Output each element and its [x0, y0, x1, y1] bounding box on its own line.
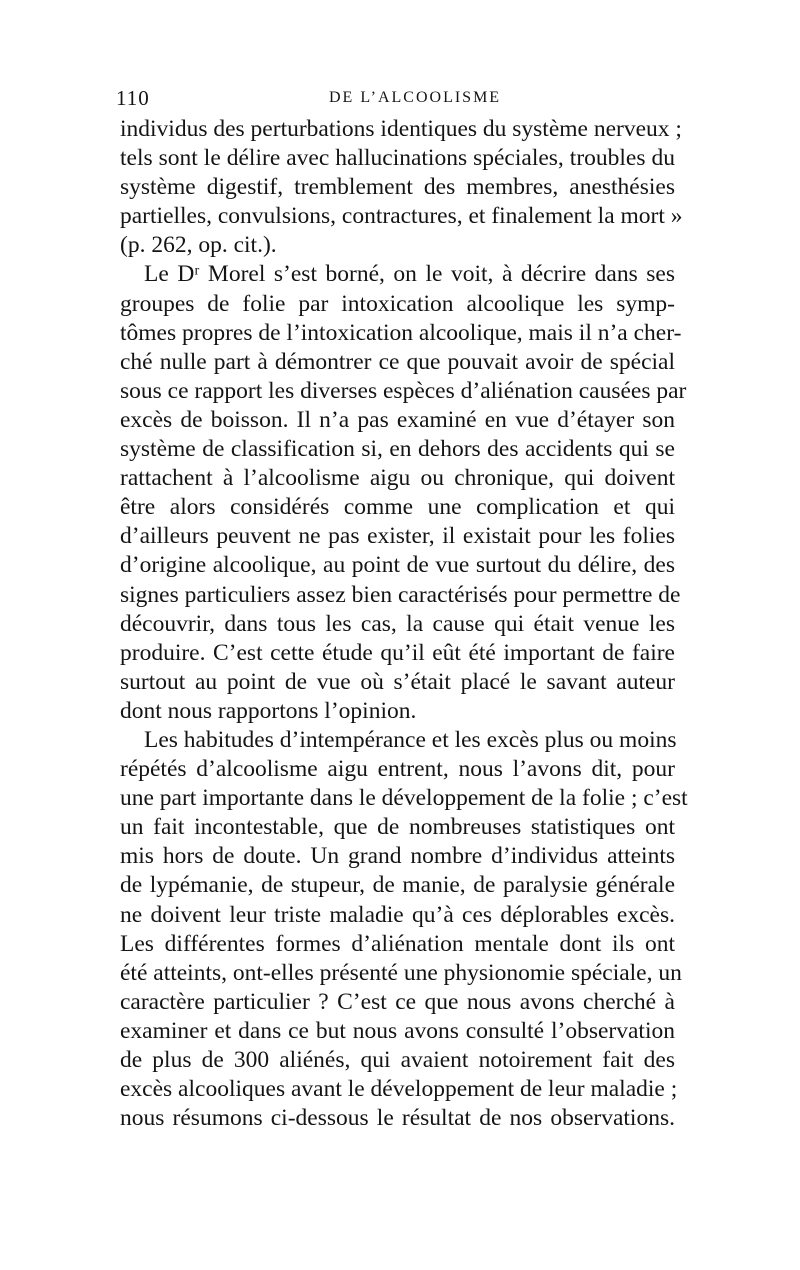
text-line: caractère particulier ? C’est ce que nous avons cherché à: [120, 988, 675, 1015]
text-line: individus des perturbations identiques du système nerveux ;: [120, 116, 682, 142]
text-line: excès alcooliques avant le développement de leur maladie ;: [120, 1076, 678, 1103]
text-line: tômes propres de l’intoxication alcoolique, mais il n’a cher-: [120, 319, 682, 346]
text-line: d’origine alcoolique, au point de vue surtout du délire, des: [120, 552, 675, 579]
text-line: signes particuliers assez bien caractérisés pour permettre de: [120, 581, 681, 608]
page-number: 110: [116, 86, 150, 110]
text-line: de lypémanie, de stupeur, de manie, de paralysie générale: [120, 872, 675, 899]
text-line: une part importante dans le développement de la folie ; c’est: [120, 785, 688, 812]
text-line: groupes de folie par intoxication alcoolique les symp-: [120, 290, 675, 317]
text-line: surtout au point de vue où s’était placé le savant auteur: [120, 668, 675, 695]
text-line: être alors considérés comme une complication et qui: [120, 494, 675, 521]
text-line: système digestif, tremblement des membres, anesthésies: [120, 174, 675, 201]
text-line: examiner et dans ce but nous avons consulté l’observation: [120, 1017, 675, 1044]
text-line: partielles, convulsions, contractures, et finalement la mort »: [120, 203, 683, 230]
text-line: découvrir, dans tous les cas, la cause qui était venue les: [120, 610, 675, 637]
text-line: mis hors de doute. Un grand nombre d’individus atteints: [120, 843, 675, 870]
text-line: rattachent à l’alcoolisme aigu ou chronique, qui doivent: [120, 465, 675, 492]
text-line: un fait incontestable, que de nombreuses statistiques ont: [120, 814, 675, 841]
text-line: Les différentes formes d’aliénation mentale dont ils ont: [120, 930, 675, 957]
body-text: [120, 115, 688, 1133]
page-header: [116, 86, 674, 116]
text-line: de plus de 300 aliénés, qui avaient notoirement fait des: [120, 1047, 675, 1073]
text-line: Le Dʳ Morel s’est borné, on le voit, à décrire dans ses: [144, 261, 675, 288]
text-line: système de classification si, en dehors des accidents qui se: [120, 436, 675, 463]
text-line: ché nulle part à démontrer ce que pouvait avoir de spécial: [120, 348, 675, 375]
text-line: Les habitudes d’intempérance et les excès plus ou moins: [144, 726, 677, 753]
text-line: produire. C’est cette étude qu’il eût été important de faire: [120, 639, 675, 666]
text-line: nous résumons ci-dessous le résultat de nos observations.: [120, 1105, 675, 1132]
text-line: (p. 262, op. cit.).: [120, 232, 277, 259]
text-line: été atteints, ont-elles présenté une physionomie spéciale, un: [120, 959, 682, 986]
text-line: dont nous rapportons l’opinion.: [120, 697, 417, 724]
text-line: sous ce rapport les diverses espèces d’aliénation causées par: [120, 377, 687, 404]
text-line: excès de boisson. Il n’a pas examiné en vue d’étayer son: [120, 406, 675, 433]
running-head: DE L’ALCOOLISME: [329, 89, 502, 106]
text-line: tels sont le délire avec hallucinations spéciales, troubles du: [120, 145, 675, 172]
text-line: ne doivent leur triste maladie qu’à ces déplorables excès.: [120, 901, 675, 928]
text-line: d’ailleurs peuvent ne pas exister, il existait pour les folies: [120, 523, 675, 550]
text-line: répétés d’alcoolisme aigu entrent, nous l’avons dit, pour: [120, 756, 675, 783]
